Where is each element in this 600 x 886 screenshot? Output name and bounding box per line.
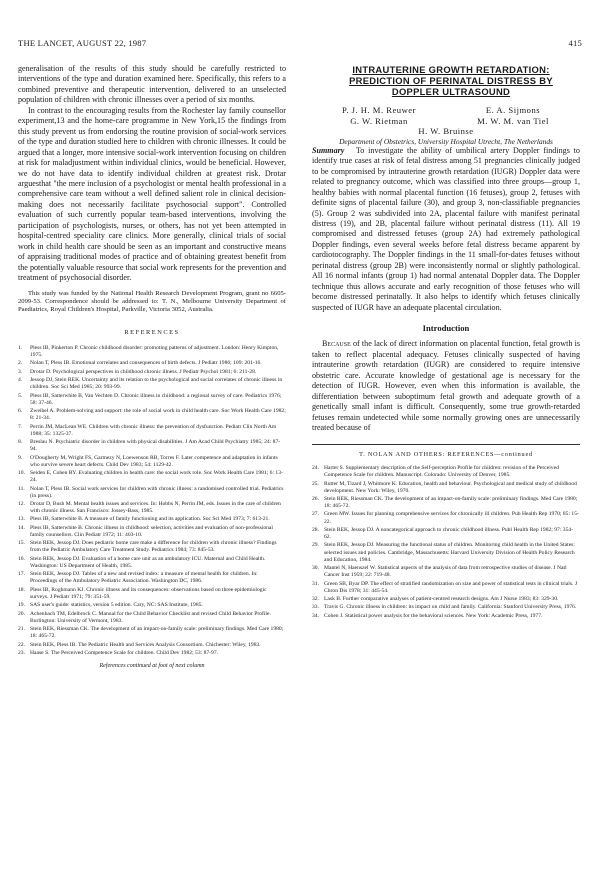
reference-item [18, 556, 286, 570]
reference-item [18, 360, 286, 367]
reference-item [18, 501, 286, 515]
reference-number: 9. [18, 454, 23, 461]
reference-item [18, 393, 286, 407]
reference-number: 18. [18, 586, 25, 593]
reference-item [18, 455, 286, 469]
reference-number: 6. [18, 408, 23, 415]
reference-text: Stein REK, Jessop DJ. Tables of a new and revised index: a measure of mental health for children. In: Proceedings of the Ambulatory Pediatric Association. Washington DC, 1986. [30, 571, 258, 585]
reference-number: 28. [312, 526, 319, 533]
intro-lead-word: Because [322, 339, 351, 349]
reference-number: 22. [18, 641, 25, 648]
reference-number: 1. [18, 344, 23, 351]
reference-text: Rutter M, Tizard J, Whitmore K. Education, health and behaviour. Psychological and medical study of childhood development. New York: Wiley, 1970. [324, 480, 577, 494]
reference-item [18, 408, 286, 422]
reference-text: Cohen J. Statistical power analysis for the behavioral sciences. New York: Academic Press, 1977. [324, 612, 543, 619]
reference-text: Travis G. Chronic illness in children: its impact on child and family. California: Stanford University Press, 1976. [324, 604, 577, 611]
reference-text: Achenbach TM, Edelbrock C. Manual for the Child Behavior Checklist and revised Child Behavior Profile. Burlington: University of Vermont, 1983. [30, 610, 271, 624]
author: P. J. H. M. Reuwer [342, 105, 416, 115]
reference-item [18, 516, 286, 523]
reference-text: Pless IB, Satterwhite B. Chronic illness in childhood: selection, activities and evaluation of non-professional family counsellors. Clin Pediatr 1972; 11: 403-10. [30, 524, 273, 538]
reference-number: 3. [18, 368, 23, 375]
reference-item [18, 571, 286, 585]
reference-number: 8. [18, 439, 23, 446]
reference-item [312, 596, 580, 603]
reference-item [18, 424, 286, 438]
funding-note: This study was funded by the National Health Research Development Program, grant no 6605-2099-53. Correspondence should be addressed to: T. N., Melbourne University Department of Paediatrics, Royal Children's Hospital, Parkville, Victoria 3052, Australia. [18, 289, 286, 314]
article-title-line: DOPPLER ULTRASOUND [391, 86, 511, 97]
paragraph: generalisation of the results of this study should be carefully restricted to interventions of the type and duration examined here. Specifically, this refers to a combined preventive and therapeutic intervention, delivered to an unselected population of children with chronic illnesses over a period of six months. [18, 64, 286, 105]
author: M. W. M. van Tiel [477, 115, 549, 126]
reference-text: Stein REK, Pless IB. The Pediatric Health and Services Analysis Consortium. Chichester: Wiley, 1983. [30, 641, 261, 648]
reference-text: Stein REK, Jessop DJ. Evaluation of a home care unit as an ambulatory ICU. Maternal and Child Health. Washington: US Department of Health, 1985. [30, 555, 266, 569]
author-list [312, 105, 580, 137]
reference-number: 20. [18, 610, 25, 617]
reference-item [18, 377, 286, 391]
reference-number: 27. [312, 511, 319, 518]
reference-item [18, 587, 286, 601]
paragraph: In contrast to the encouraging results from the Rochester lay family counsellor experiment,13 and the home-care programme in New York,15 the findings from this study prevent us from endorsing the routine provision of social-work services of the type and duration studied here to children with chronic illnesses. It could be argued that a longer, more intensive social-work intervention focusing on children at risk for maladjustment within individual clinics, would be beneficial. However, we do not have data to identify individual children at greatest risk. Drotar arguesthat "the mere inclusion of a psychologist or mental health professional in a comprehensive care team without a well defined salient role in clinical decision-making does not necessarily facilitate psychosocial support". Controlled evaluation of such currently popular team-based interventions, involving the participation of psychologists, nurses, or others, has not yet been attempted in hospital-centred speciality care clinics. More generally, clinical trials of social work in child health care should be seen as an important and constructive means of appraising traditional modes of practice and of obtaining greatest benefit from the potentially valuable resource that social work represents for the prevention and treatment of psychosocial disorder. [18, 105, 286, 283]
summary-label: Summary [312, 145, 345, 155]
reference-item [18, 650, 286, 657]
reference-item [312, 604, 580, 611]
author: H. W. Bruinse [418, 126, 474, 137]
reference-number: 11. [18, 485, 25, 492]
reference-text: Stein REK, Riessman CK. The development of an impact-on-family scale: preliminary findings. Med Care 1980; 18: 465-72. [324, 495, 578, 510]
reference-number: 19. [18, 602, 25, 609]
reference-number: 23. [18, 650, 25, 657]
right-column [312, 64, 580, 621]
reference-text: Zweibel A. Problem-solving and support: the role of social work in child health care. Soc Work Health Care 1982; 8: 21-34. [30, 408, 286, 422]
reference-text: Jessop DJ, Stein REK. Uncertainty and its relation to the psychological and social correlates of chronic illness in children. Soc Sci Med 1985; 20: 993-99. [30, 377, 283, 391]
reference-item [312, 542, 580, 563]
reference-item [312, 565, 580, 579]
author: E. A. Sijmons [485, 105, 541, 115]
reference-item [18, 602, 286, 609]
reference-text: Perrin JM, MacLean WE. Children with chronic illness: the prevention of dysfunction. Pediatr Clin North Am 1988; 35: 1325-37. [30, 423, 277, 437]
page-number: 415 [568, 38, 582, 48]
reference-list [18, 345, 286, 657]
reference-number: 7. [18, 423, 23, 430]
reference-number: 30. [312, 565, 319, 572]
divider [312, 444, 580, 445]
reference-text: Green MW. Issues for planning comprehensive services for chronically ill children. Pub Health Rep 1970; 85: 15-22. [324, 511, 579, 525]
reference-text: Harter S. Supplementary description of the Self-perception Profile for children: revision of the Perceived Competence Scale for children. Manuscript. Colorado: University of Denver, 1985. [324, 465, 559, 479]
reference-number: 25. [312, 480, 319, 487]
reference-number: 17. [18, 571, 25, 578]
reference-item [312, 496, 580, 510]
reference-number: 29. [312, 542, 319, 549]
reference-number: 32. [312, 595, 319, 602]
reference-text: Nolan T, Pless IB. Emotional correlates and consequences of birth defects. J Pediatr 1986; 109: 201-16. [30, 360, 262, 367]
reference-item [312, 511, 580, 525]
article-title-line: PREDICTION OF PERINATAL DISTRESS BY [349, 75, 553, 86]
article-title-line: INTRAUTERINE GROWTH RETARDATION: [352, 64, 550, 75]
reference-text: SAS user's guide: statistics, version 5 edition. Cary, NC: SAS Institute, 1985. [30, 602, 203, 609]
reference-item [18, 345, 286, 359]
reference-item [18, 626, 286, 640]
reference-item [18, 486, 286, 500]
reference-text: Stein REK, Jessop DJ. Measuring the functional status of children. Monitoring child health in the United States: selected issues and policies. Cambridge, Massachusetts: Harvard University Division of Health Policy Research and Education, 1984. [324, 542, 575, 563]
reference-text: O'Dougherty M, Wright FS, Garmezy N, Loewenson RB, Torres F. Later competence and adaptation in infants who survive severe heart defects. Child Dev 1983; 54: 1129-42. [30, 454, 278, 468]
journal-date: THE LANCET, AUGUST 22, 1987 [18, 38, 147, 48]
reference-number: 13. [18, 516, 25, 523]
reference-text: Mantel N, Haenszel W. Statistical aspects of the analysis of data from retrospective studies of disease. J Natl Cancer Inst 1959; 22: 719-48. [324, 565, 567, 579]
continued-reference-list [312, 465, 580, 620]
reference-number: 26. [312, 495, 319, 502]
reference-text: Drotar D. Psychological perspectives in childhood chronic illness. J Pediatr Psychol 1981; 6: 211-28. [30, 368, 257, 375]
reference-number: 2. [18, 360, 23, 367]
continued-references-heading: T. NOLAN AND OTHERS: REFERENCES—continued [359, 450, 533, 458]
reference-item [18, 525, 286, 539]
reference-text: Pless IB, Pinkerton P. Chronic childhood disorder: promoting patterns of adjustment. London: Henry Kimpton, 1975. [30, 344, 279, 358]
summary-text: To investigate the ability of umbilical artery Doppler findings to identify true cases at risk of fetal distress among 51 pregnancies clinically judged to be compromised by intrauterine growth retardation (IUGR) Doppler data were related to pregnancy outcome, which was classified into three groups—group 1, healthy babies with normal placental function (16 fetuses), group 2, fetuses with definite signs of placental failure (30), and group 3, non-classifiable pregnancies (5). Group 2 was subdivided into 2A, placental failure with manifest perinatal distress (19), and 2B, placental failure without perinatal distress (11). All 19 compromised and distressed fetuses (group 2A) had extremely pathological Doppler findings, even several weeks before fetal distress became apparent by cardiotocography. The Doppler findings in the 11 small-for-dates fetuses without perinatal distress (group 2B) were inconsistently normal or slightly pathological. All 16 normal infants (group 1) had normal antenatal Doppler data. The Doppler technique thus allows accurate and early recognition of those fetuses who will become distressed perinatally. It also helps to identify which fetuses clinically suspected of IUGR have an adequate placental circulation. [312, 145, 580, 312]
page-header [18, 38, 582, 52]
reference-text: Stein REK, Jessop DJ. A noncategorical approach to chronic childhood illness. Publ Health Rep 1982; 97: 354-62. [324, 526, 574, 541]
reference-item [18, 369, 286, 376]
reference-number: 21. [18, 626, 25, 633]
reference-item [18, 642, 286, 649]
reference-number: 14. [18, 524, 25, 531]
reference-text: Pless IB, Roghmann KJ. Chronic illness and its consequences: observations based on three epidemiologic surveys. J Pediatr 1971; 79: 351-59. [30, 586, 267, 600]
reference-number: 5. [18, 392, 23, 399]
intro-paragraph [312, 339, 580, 433]
reference-number: 12. [18, 501, 25, 507]
reference-item [18, 439, 286, 453]
reference-item [312, 481, 580, 495]
reference-item [312, 465, 580, 479]
reference-item [312, 581, 580, 595]
reference-number: 4. [18, 377, 23, 384]
reference-text: Pless IB, Satterwhite B. A measure of family functioning and its application. Soc Sci Med 1973; 7: 613-21. [30, 516, 270, 523]
intro-text: of the lack of direct information on placental function, fetal growth is taken to reflect placental adequacy. Fetuses clinically suspected of having intrauterine growth retardation (IUGR) are considered to require intensive obstetric care. Accurate knowledge of gestational age is necessary for the detection of IUGR. However, even when this information is available, the differentiation between suboptimum fetal growth and adequate growth of a genetically small infant is difficult. Consequently, some true growth-retarded fetuses remain undetected while some normally growing ones are unnecessarily treated because of [312, 339, 580, 433]
section-heading: Introduction [422, 323, 470, 334]
left-column [18, 64, 286, 672]
reference-item [312, 527, 580, 541]
reference-number: 15. [18, 540, 25, 547]
references-footer: References continued at foot of next column [99, 663, 205, 670]
reference-text: Lask B. Further comparative analyses of patient-centred research designs. Am J Nurse 1983; 83: 329-30. [324, 595, 559, 602]
reference-number: 16. [18, 555, 25, 562]
author: G. W. Rietman [350, 115, 408, 126]
affiliation: Department of Obstetrics, University Hospital Utrecht, The Netherlands [339, 136, 553, 146]
reference-item [18, 611, 286, 625]
summary [312, 146, 580, 313]
reference-text: Nolan T, Pless IB. Social work services for children with chronic illness: a randomised controlled trial. Pediatrics (in press). [30, 485, 284, 499]
reference-text: Green SB, Byar DP. The effect of stratified randomization on size and power of statistical tests in clinical trials. J Chron Dis 1978; 31: 445-54. [324, 580, 577, 594]
reference-text: Seiden E, Cohen RY. Evaluating children in health care: the social work role. Soc Work Health Care 1981; 6: 13-24. [30, 470, 283, 484]
reference-text: Stein REK, Jessop DJ. Does pediatric home care make a difference for children with chronic illness? Findings from the Pediatric Ambulatory Care Treatment Study. Pediatrics 1984; 73: 845-53. [30, 540, 277, 554]
reference-text: Haase S. The Perceived Competence Scale for children. Child Dev 1982; 53: 87-97. [30, 650, 219, 657]
reference-item [312, 613, 580, 620]
reference-text: Drotar D, Bush M. Mental health issues and services. In: Hobbs N, Perrin JM, eds. Issues in the care of children with chronic illness. San Francisco: Jossey-Bass, 1985. [30, 501, 281, 515]
reference-number: 31. [312, 580, 319, 587]
reference-item [18, 470, 286, 484]
reference-number: 34. [312, 612, 319, 619]
reference-number: 24. [312, 465, 319, 472]
reference-item [18, 540, 286, 554]
reference-text: Stein REK, Riessman CK. The development of an impact-on-family scale: preliminary findings. Med Care 1980; 18: 465-72. [30, 626, 284, 640]
references-heading: REFERENCES [124, 329, 180, 337]
reference-number: 10. [18, 470, 25, 477]
reference-text: Breslau N. Psychiatric disorder in children with physical disabilities. J Am Acad Child Psychiatry 1985; 24: 87-94. [30, 439, 281, 453]
reference-number: 33. [312, 604, 319, 611]
reference-text: Pless IB, Satterwhite B, Van Vechten D. Chronic illness in childhood: a regional survey of care. Pediatrics 1976; 58: 37-46. [30, 392, 282, 406]
